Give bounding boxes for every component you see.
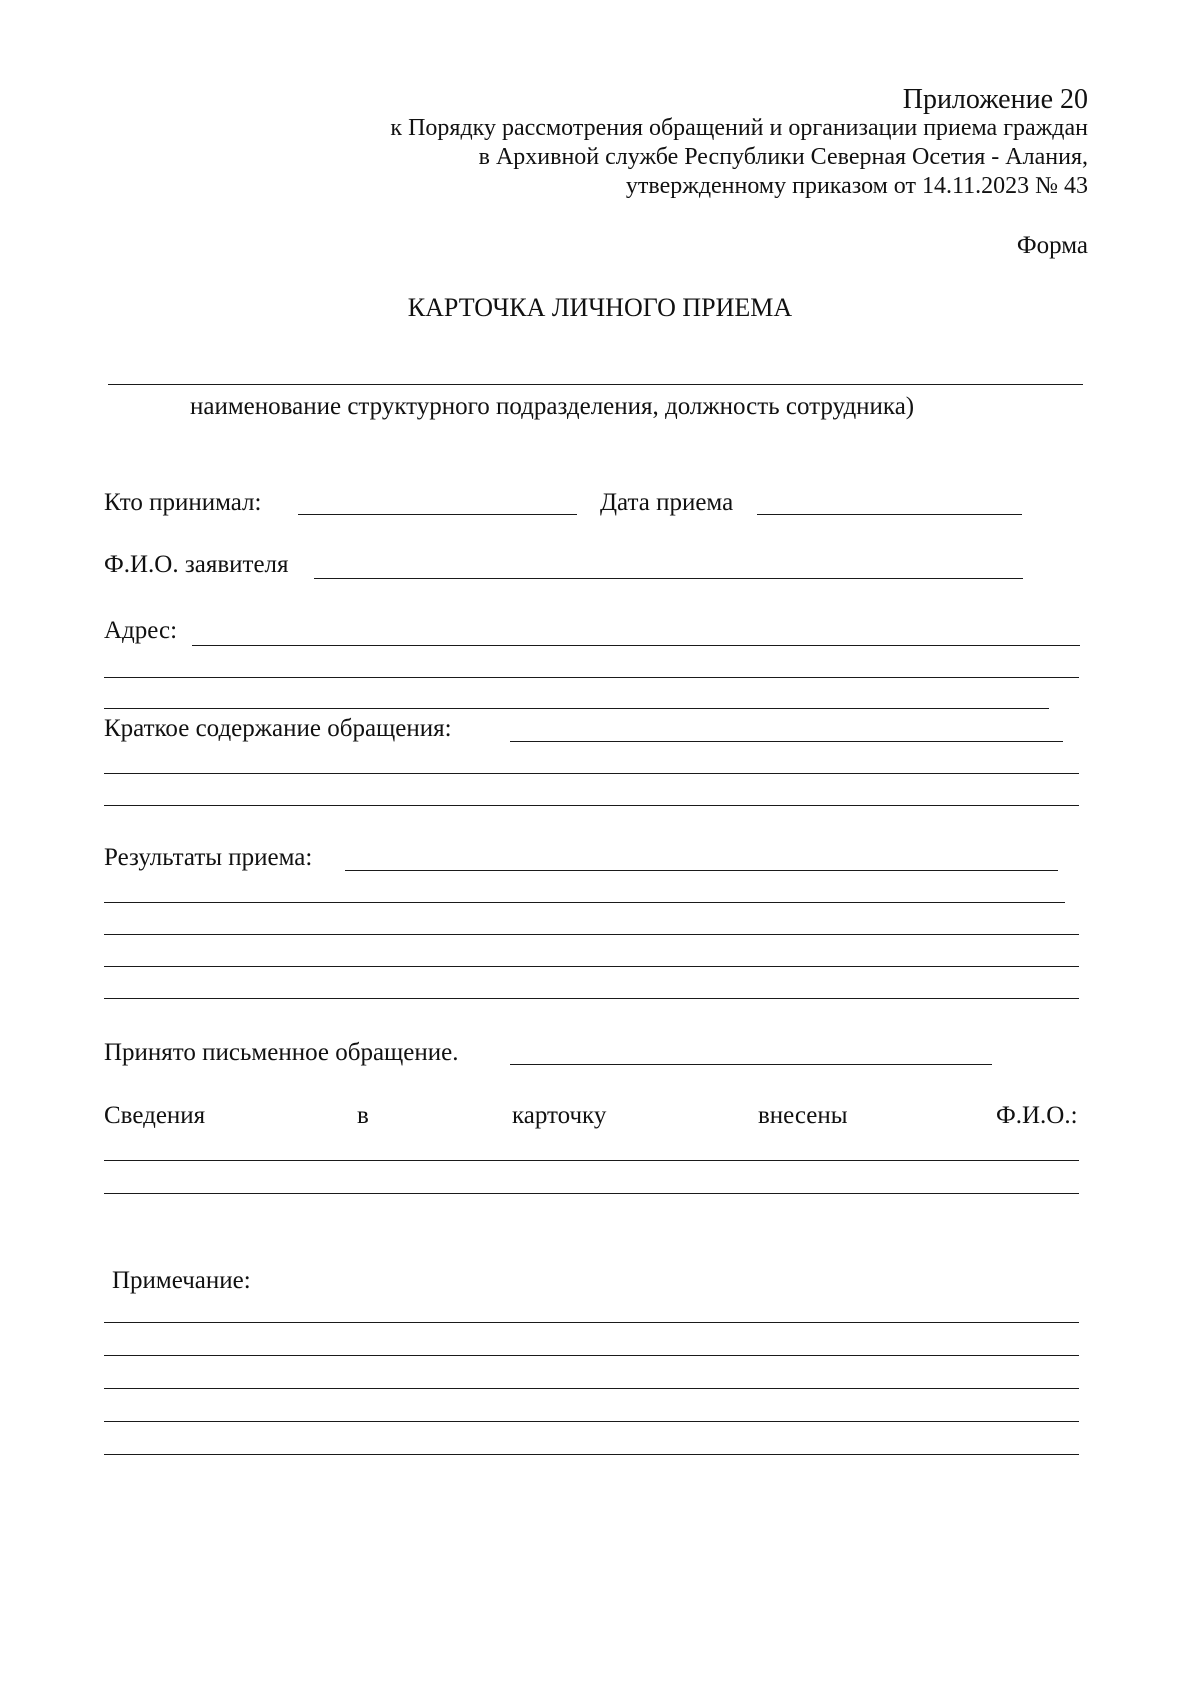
reception-date-label: Дата приема: [600, 489, 734, 516]
results-input-line[interactable]: [104, 998, 1079, 999]
appendix-reference-line-3: утвержденному приказом от 14.11.2023 № 43: [625, 173, 1088, 199]
reception-date-input-line[interactable]: [757, 514, 1022, 515]
note-input-line[interactable]: [104, 1421, 1079, 1422]
note-label: Примечание:: [112, 1267, 251, 1294]
appendix-reference-line-1: к Порядку рассмотрения обращений и организации приема граждан: [390, 115, 1088, 141]
summary-input-line[interactable]: [510, 741, 1063, 742]
applicant-name-label: Ф.И.О. заявителя: [104, 551, 289, 578]
received-by-label: Кто принимал:: [104, 489, 262, 516]
results-input-line[interactable]: [104, 934, 1079, 935]
address-input-line[interactable]: [104, 708, 1049, 709]
address-input-line[interactable]: [104, 677, 1079, 678]
entered-word-2: в: [357, 1102, 369, 1129]
summary-input-line[interactable]: [104, 773, 1079, 774]
note-input-line[interactable]: [104, 1454, 1079, 1455]
received-by-input-line[interactable]: [298, 514, 577, 515]
subdivision-caption: наименование структурного подразделения, должность сотрудника): [190, 393, 915, 420]
entered-word-4: внесены: [758, 1102, 848, 1129]
results-input-line[interactable]: [345, 870, 1058, 871]
written-accepted-input-line[interactable]: [510, 1064, 992, 1065]
summary-input-line[interactable]: [104, 805, 1079, 806]
note-input-line[interactable]: [104, 1355, 1079, 1356]
address-input-line[interactable]: [192, 645, 1080, 646]
page-title: КАРТОЧКА ЛИЧНОГО ПРИЕМА: [407, 293, 793, 322]
entered-by-input-line[interactable]: [104, 1160, 1079, 1161]
results-label: Результаты приема:: [104, 844, 313, 871]
summary-label: Краткое содержание обращения:: [104, 715, 452, 742]
entered-word-5: Ф.И.О.:: [996, 1102, 1078, 1129]
results-input-line[interactable]: [104, 902, 1065, 903]
appendix-number: Приложение 20: [902, 84, 1088, 115]
form-label: Форма: [1016, 232, 1088, 259]
entered-by-input-line[interactable]: [104, 1193, 1079, 1194]
address-label: Адрес:: [104, 617, 178, 644]
entered-word-3: карточку: [512, 1102, 607, 1129]
applicant-name-input-line[interactable]: [314, 578, 1023, 579]
subdivision-input-line[interactable]: [108, 384, 1083, 385]
entered-word-1: Сведения: [104, 1102, 206, 1129]
appendix-reference-line-2: в Архивной службе Республики Северная Осетия - Алания,: [478, 144, 1088, 170]
results-input-line[interactable]: [104, 966, 1079, 967]
written-accepted-label: Принято письменное обращение.: [104, 1039, 459, 1066]
note-input-line[interactable]: [104, 1322, 1079, 1323]
note-input-line[interactable]: [104, 1388, 1079, 1389]
